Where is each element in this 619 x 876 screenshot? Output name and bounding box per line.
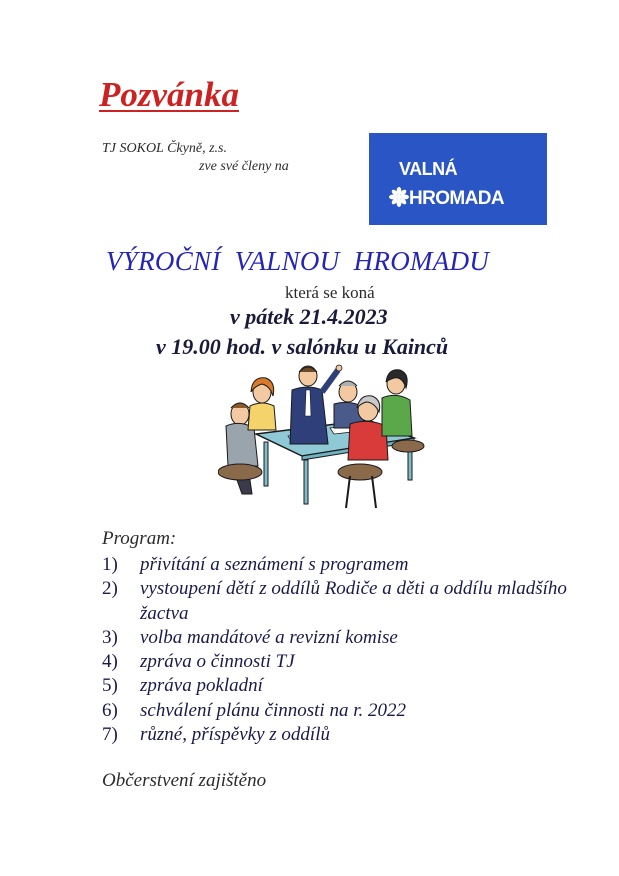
invite-line: zve své členy na: [199, 159, 289, 174]
item-number: 1): [102, 554, 118, 575]
program-heading: Program:: [102, 528, 177, 549]
list-item: [102, 699, 572, 723]
item-number: 7): [102, 724, 118, 746]
list-item: [102, 577, 572, 626]
list-item: [102, 553, 572, 577]
event-subtitle: která se koná: [285, 283, 375, 302]
logo-line2: HROMADA: [409, 188, 505, 209]
item-text: různé, příspěvky z oddílů: [140, 724, 330, 746]
event-name: VÝROČNÍ VALNOU HROMADU: [106, 246, 490, 276]
list-item: [102, 723, 572, 747]
refreshments-note: Občerstvení zajištěno: [102, 770, 267, 791]
item-text: zpráva o činnosti TJ: [140, 651, 295, 673]
item-text: vystoupení dětí z oddílů Rodiče a děti a oddílu mladšího žactva: [140, 578, 567, 624]
page-title: Pozvánka: [99, 75, 239, 114]
program-list: [102, 553, 572, 747]
item-text: volba mandátové a revizní komise: [140, 626, 398, 648]
item-text: schválení plánu činnosti na r. 2022: [140, 699, 406, 721]
item-number: 5): [102, 675, 118, 697]
item-number: 2): [102, 578, 118, 600]
valna-hromada-logo: [369, 133, 547, 225]
meeting-illustration: [218, 362, 433, 512]
organization-name: TJ SOKOL Čkyně, z.s.: [102, 141, 227, 156]
item-number: 4): [102, 651, 118, 673]
item-text: přivítání a seznámení s programem: [140, 554, 409, 575]
list-item: [102, 626, 572, 650]
item-text: zpráva pokladní: [140, 675, 263, 697]
asterisk-flower-icon: [389, 187, 409, 207]
list-item: [102, 650, 572, 674]
item-number: 6): [102, 699, 118, 721]
logo-line1: VALNÁ: [399, 159, 458, 179]
list-item: [102, 674, 572, 698]
item-number: 3): [102, 626, 118, 648]
event-time-place: v 19.00 hod. v salónku u Kainců: [156, 334, 449, 359]
event-date: v pátek 21.4.2023: [230, 304, 388, 329]
